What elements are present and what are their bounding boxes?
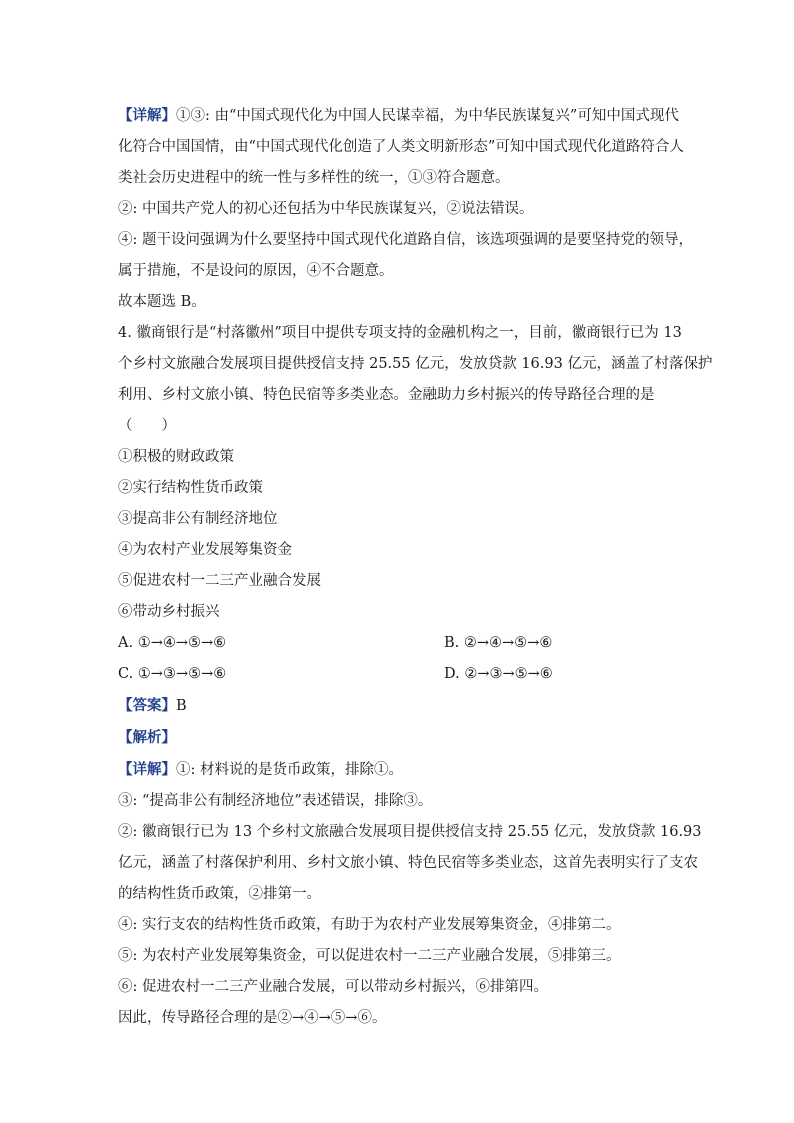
- question-line-1: 4. 徽商银行是“村落徽州”项目中提供专项支持的金融机构之一，目前，徽商银行已为 13: [118, 325, 682, 341]
- question-item: ⑥带动乡村振兴: [118, 604, 220, 620]
- question-item: ④为农村产业发展筹集资金: [118, 542, 292, 558]
- detail-line-4: ②: 中国共产党人的初心还包括为中华民族谋复兴，②说法错误。: [118, 201, 534, 217]
- detail-label: 【详解】: [118, 107, 176, 124]
- detail-line-1: [118, 100, 678, 132]
- detail-line-6: 属于措施，不是设问的原因，④不合题意。: [118, 263, 394, 279]
- question-item: ②实行结构性货币政策: [118, 480, 263, 496]
- analysis-line: [118, 722, 678, 754]
- detail-line-3: 类社会历史进程中的统一性与多样性的统一，①③符合题意。: [118, 170, 510, 186]
- option-b: B. ②→④→⑤→⑥: [444, 635, 553, 651]
- analysis-detail-7: ⑤: 为农村产业发展筹集资金，可以促进农村一二三产业融合发展，⑤排第三。: [118, 948, 621, 964]
- answer-label: 【答案】: [118, 697, 176, 714]
- document-content: [118, 100, 713, 1034]
- detail-line-5: ④: 题干设问强调为什么要坚持中国式现代化道路自信，该选项强调的是要坚持党的领导，: [118, 232, 693, 248]
- analysis-detail-3: ②: 徽商银行已为 13 个乡村文旅融合发展项目提供授信支持 25.55 亿元，发放贷款 16.93: [118, 824, 702, 840]
- question-item: ⑤促进农村一二三产业融合发展: [118, 573, 321, 589]
- question-item: ①积极的财政政策: [118, 449, 234, 465]
- analysis-label: 【解析】: [118, 729, 176, 746]
- detail-line-2: 化符合中国国情，由“中国式现代化创造了人类文明新形态”可知中国式现代化道路符合人: [118, 139, 684, 155]
- options-row-1: [118, 628, 678, 659]
- analysis-detail-5: 的结构性货币政策，②排第一。: [118, 886, 321, 902]
- question-line-2: 个乡村文旅融合发展项目提供授信支持 25.55 亿元，发放贷款 16.93 亿元，涵盖了村落保护: [118, 356, 713, 372]
- analysis-detail-text: ①: 材料说的是货币政策，排除①。: [176, 762, 403, 778]
- question-line-3: 利用、乡村文旅小镇、特色民宿等多类业态。金融助力乡村振兴的传导路径合理的是: [118, 387, 655, 403]
- question-blank: （ ）: [118, 418, 176, 434]
- analysis-detail-6: ④: 实行支农的结构性货币政策，有助于为农村产业发展筹集资金，④排第二。: [118, 917, 621, 933]
- option-d: D. ②→③→⑤→⑥: [444, 666, 553, 682]
- analysis-detail-1: [118, 754, 678, 786]
- analysis-detail-2: ③: “提高非公有制经济地位”表述错误，排除③。: [118, 793, 433, 809]
- answer-line: [118, 690, 678, 722]
- analysis-detail-label: 【详解】: [118, 761, 176, 778]
- detail-text: ①③: 由“中国式现代化为中国人民谋幸福，为中华民族谋复兴”可知中国式现代: [176, 108, 679, 124]
- conclusion-line: 故本题选 B。: [118, 294, 206, 310]
- option-c: C. ①→③→⑤→⑥: [118, 666, 227, 682]
- analysis-conclusion: 因此，传导路径合理的是②→④→⑤→⑥。: [118, 1010, 387, 1026]
- analysis-detail-4: 亿元，涵盖了村落保护利用、乡村文旅小镇、特色民宿等多类业态，这首先表明实行了支农: [118, 855, 698, 871]
- analysis-detail-8: ⑥: 促进农村一二三产业融合发展，可以带动乡村振兴，⑥排第四。: [118, 979, 548, 995]
- question-item: ③提高非公有制经济地位: [118, 511, 278, 527]
- answer-value: B: [176, 698, 187, 714]
- options-row-2: [118, 659, 678, 690]
- option-a: A. ①→④→⑤→⑥: [118, 635, 227, 651]
